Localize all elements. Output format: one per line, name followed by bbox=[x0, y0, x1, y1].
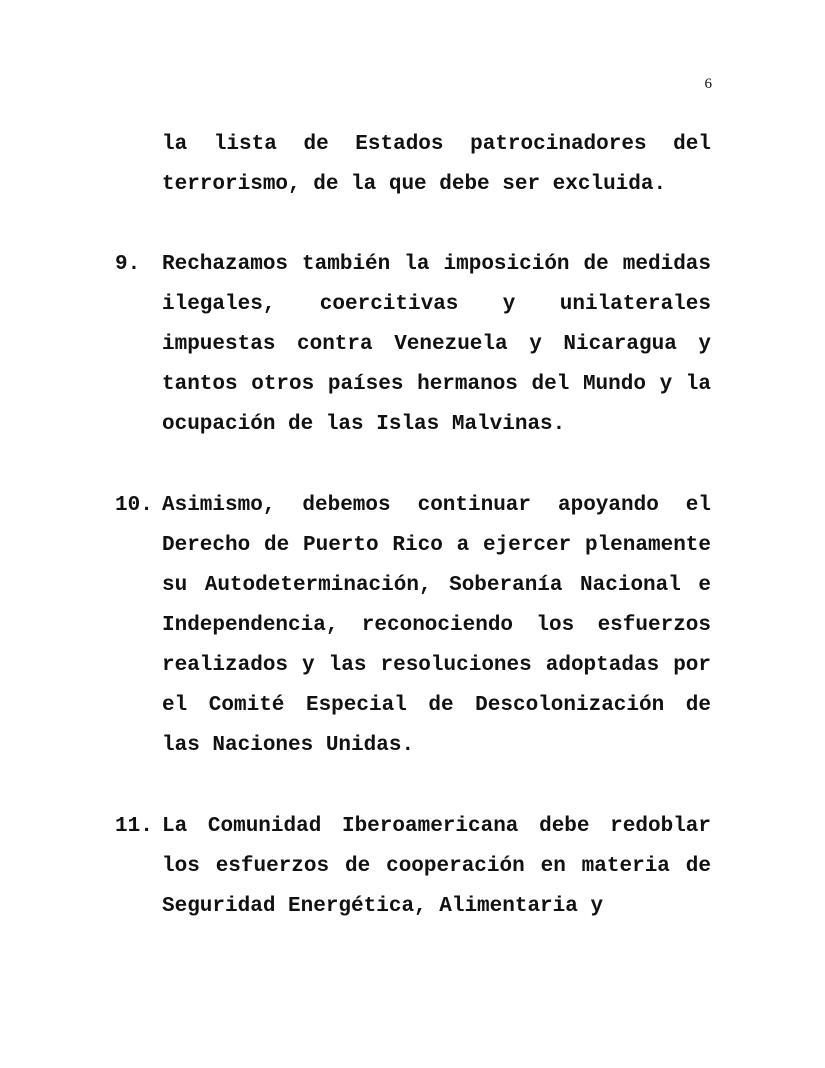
page-number: 6 bbox=[704, 76, 712, 92]
list-item-text: Rechazamos también la imposición de medidas ilegales, coercitivas y unilaterales impuestas contra Venezuela y Nicaragua y tantos otros países hermanos del Mundo y la ocupación de las Islas Malvinas. bbox=[162, 253, 711, 436]
list-item-number: 9. bbox=[115, 253, 141, 276]
list-item-text: La Comunidad Iberoamericana debe redoblar los esfuerzos de cooperación en materia de Seguridad Energética, Alimentaria y bbox=[162, 815, 711, 918]
list-item-text: Asimismo, debemos continuar apoyando el Derecho de Puerto Rico a ejercer plenamente su Autodeterminación, Soberanía Nacional e Independencia, reconociendo los esfuerzos realizados y las resoluciones adoptadas por el Comité Especial de Descolonización de las Naciones Unidas. bbox=[162, 494, 711, 757]
paragraph-continuation: la lista de Estados patrocinadores del terrorismo, de la que debe ser excluida. bbox=[162, 133, 711, 196]
list-item-number: 10. bbox=[115, 494, 153, 517]
list-item-number: 11. bbox=[115, 815, 153, 838]
